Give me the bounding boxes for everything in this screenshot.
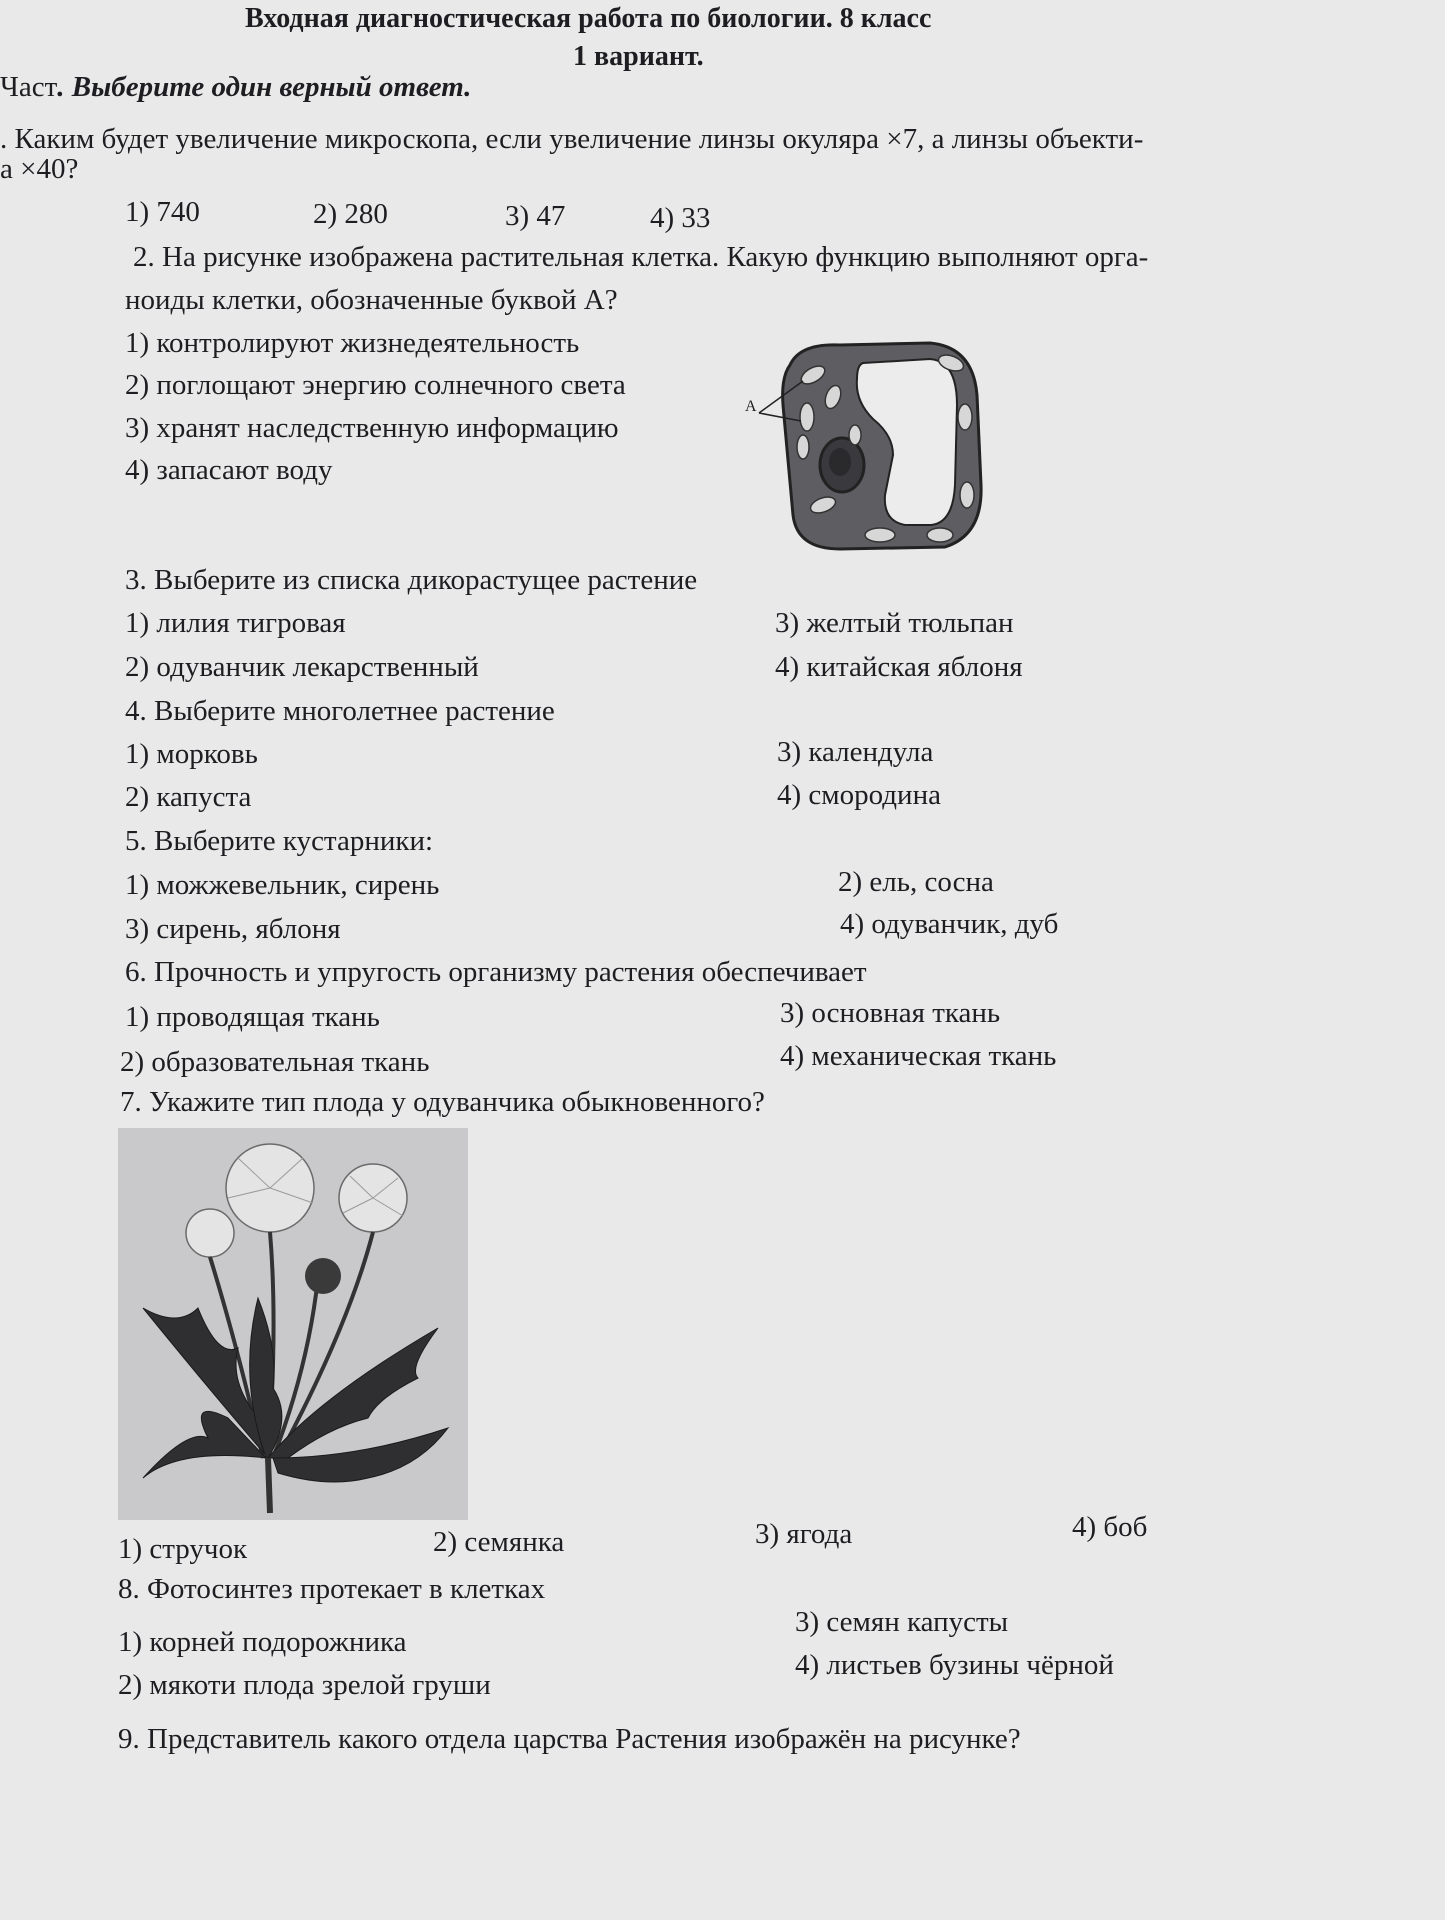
part-heading [0, 70, 471, 105]
question-4-text: 4. Выберите многолетнее растение [125, 695, 555, 727]
question-9-text: 9. Представитель какого отдела царства Растения изображён на рисунке? [118, 1723, 1021, 1755]
q3-option-4: 4) китайская яблоня [775, 651, 1023, 683]
q8-option-4: 4) листьев бузины чёрной [795, 1649, 1114, 1681]
question-6-text: 6. Прочность и упругость организму растения обеспечивает [125, 956, 867, 988]
q6-option-3: 3) основная ткань [780, 997, 1001, 1029]
question-1-text-line1: . Каким будет увеличение микроскопа, если увеличение линзы окуляра ×7, а линзы объекти- [0, 123, 1144, 155]
q5-option-3: 3) сирень, яблоня [125, 913, 341, 945]
part-prefix: Част [0, 71, 58, 103]
q7-option-4: 4) боб [1072, 1511, 1148, 1543]
plant-cell-figure [745, 335, 985, 555]
q5-option-4: 4) одуванчик, дуб [840, 908, 1059, 940]
q1-option-4: 4) 33 [650, 202, 711, 234]
plant-cell-drawing [745, 335, 985, 555]
dandelion-figure [118, 1128, 468, 1520]
question-7-text: 7. Укажите тип плода у одуванчика обыкновенного? [120, 1086, 765, 1118]
q6-option-4: 4) механическая ткань [780, 1040, 1057, 1072]
q5-option-1: 1) можжевельник, сирень [125, 869, 440, 901]
q6-option-2: 2) образовательная ткань [120, 1046, 430, 1078]
q4-option-1: 1) морковь [125, 738, 258, 770]
question-8-text: 8. Фотосинтез протекает в клетках [118, 1573, 546, 1605]
figure-label-a: А [745, 398, 757, 415]
part-instruction: . Выберите один верный ответ. [57, 71, 472, 103]
q2-option-2: 2) поглощают энергию солнечного света [125, 369, 626, 401]
q4-option-3: 3) календула [777, 736, 934, 768]
question-2-text-line1: 2. На рисунке изображена растительная клетка. Какую функцию выполняют орга- [133, 241, 1149, 273]
page-title: Входная диагностическая работа по биологии. 8 класс [245, 3, 932, 34]
q1-option-1: 1) 740 [125, 196, 200, 228]
q4-option-4: 4) смородина [777, 779, 941, 811]
question-3-text: 3. Выберите из списка дикорастущее растение [125, 564, 698, 596]
dandelion-drawing [118, 1128, 468, 1520]
q8-option-2: 2) мякоти плода зрелой груши [118, 1669, 491, 1701]
q7-option-1: 1) стручок [118, 1533, 248, 1565]
q1-option-2: 2) 280 [313, 198, 388, 230]
q1-option-3: 3) 47 [505, 200, 566, 232]
q5-option-2: 2) ель, сосна [838, 866, 994, 898]
q6-option-1: 1) проводящая ткань [125, 1001, 380, 1033]
question-5-text: 5. Выберите кустарники: [125, 825, 434, 857]
q8-option-1: 1) корней подорожника [118, 1626, 407, 1658]
q2-option-3: 3) хранят наследственную информацию [125, 412, 619, 444]
q2-option-4: 4) запасают воду [125, 454, 333, 486]
variant-label: 1 вариант. [573, 41, 704, 72]
q7-option-3: 3) ягода [755, 1518, 853, 1550]
q3-option-1: 1) лилия тигровая [125, 607, 346, 639]
q7-option-2: 2) семянка [433, 1526, 565, 1558]
q3-option-2: 2) одуванчик лекарственный [125, 651, 479, 683]
question-1-text-line2: а ×40? [0, 153, 79, 185]
q4-option-2: 2) капуста [125, 781, 252, 813]
question-2-text-line2: ноиды клетки, обозначенные буквой А? [125, 284, 618, 316]
q2-option-1: 1) контролируют жизнедеятельность [125, 327, 580, 359]
q3-option-3: 3) желтый тюльпан [775, 607, 1014, 639]
q8-option-3: 3) семян капусты [795, 1606, 1009, 1638]
